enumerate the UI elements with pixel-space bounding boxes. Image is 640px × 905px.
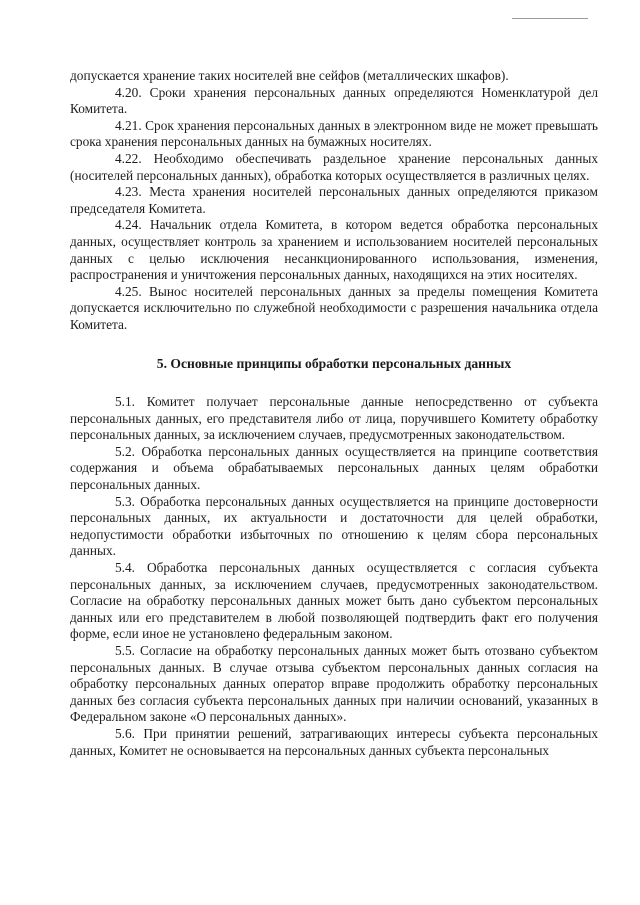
document-body	[70, 68, 598, 759]
paragraph-5-3: 5.3. Обработка персональных данных осуществляется на принципе достоверности персональных данных, их актуальности и достаточности для целей обработки, недопустимости обработки избыточных по отношению к целям сбора персональных данных.	[70, 493, 598, 559]
paragraph-5-4: 5.4. Обработка персональных данных осуществляется с согласия субъекта персональных данных, за исключением случаев, предусмотренных законодательством. Согласие на обработку персональных данных может быть дано субъектом персональных данных или его представителем в любой позволяющей подтвердить факт его получения форме, если иное не установлено федеральным законом.	[70, 560, 598, 642]
paragraph-4-20: 4.20. Сроки хранения персональных данных определяются Номенклатурой дел Комитета.	[70, 84, 598, 117]
section-heading: 5. Основные принципы обработки персональных данных	[156, 355, 512, 371]
paragraph-4-21: 4.21. Срок хранения персональных данных в электронном виде не может превышать срока хранения персональных данных на бумажных носителях.	[70, 117, 598, 150]
section-5-body	[70, 394, 598, 759]
paragraph-4-22: 4.22. Необходимо обеспечивать раздельное хранение персональных данных (носителей персональных данных), обработка которых осуществляется в различных целях.	[70, 150, 598, 183]
corner-mark-line	[512, 18, 588, 19]
paragraph-5-1: 5.1. Комитет получает персональные данные непосредственно от субъекта персональных данных, его представителя либо от лица, поручившего Комитету обработку персональных данных, за исключением случаев, предусмотренных законодательством.	[70, 394, 598, 443]
paragraph-4-24: 4.24. Начальник отдела Комитета, в котором ведется обработка персональных данных, осуществляет контроль за хранением и использованием носителей персональных данных с целью исключения несанкционированного использования, изменения, распространения и уничтожения персональных данных, находящихся на этих носителях.	[70, 217, 598, 283]
paragraph-5-2: 5.2. Обработка персональных данных осуществляется на принципе соответствия содержания и объема обрабатываемых персональных данных целям обработки персональных данных.	[70, 443, 598, 493]
paragraph-5-5: 5.5. Согласие на обработку персональных данных может быть отозвано субъектом персональных данных. В случае отзыва субъектом персональных данных согласия на обработку персональных данных оператор вправе продолжить обработку персональных данных без согласия субъекта персональных данных при наличии оснований, указанных в Федеральном законе «О персональных данных».	[70, 643, 598, 725]
paragraph-cont: допускается хранение таких носителей вне сейфов (металлических шкафов).	[70, 68, 509, 83]
paragraph-5-6: 5.6. При принятии решений, затрагивающих интересы субъекта персональных данных, Комитет не основывается на персональных данных субъекта персональных	[70, 725, 598, 758]
section-4-continuation	[70, 68, 598, 334]
paragraph-4-23: 4.23. Места хранения носителей персональных данных определяются приказом председателя Комитета.	[70, 184, 598, 216]
paragraph-4-25: 4.25. Вынос носителей персональных данных за пределы помещения Комитета допускается исключительно по служебной необходимости с разрешения начальника отдела Комитета.	[70, 283, 598, 332]
